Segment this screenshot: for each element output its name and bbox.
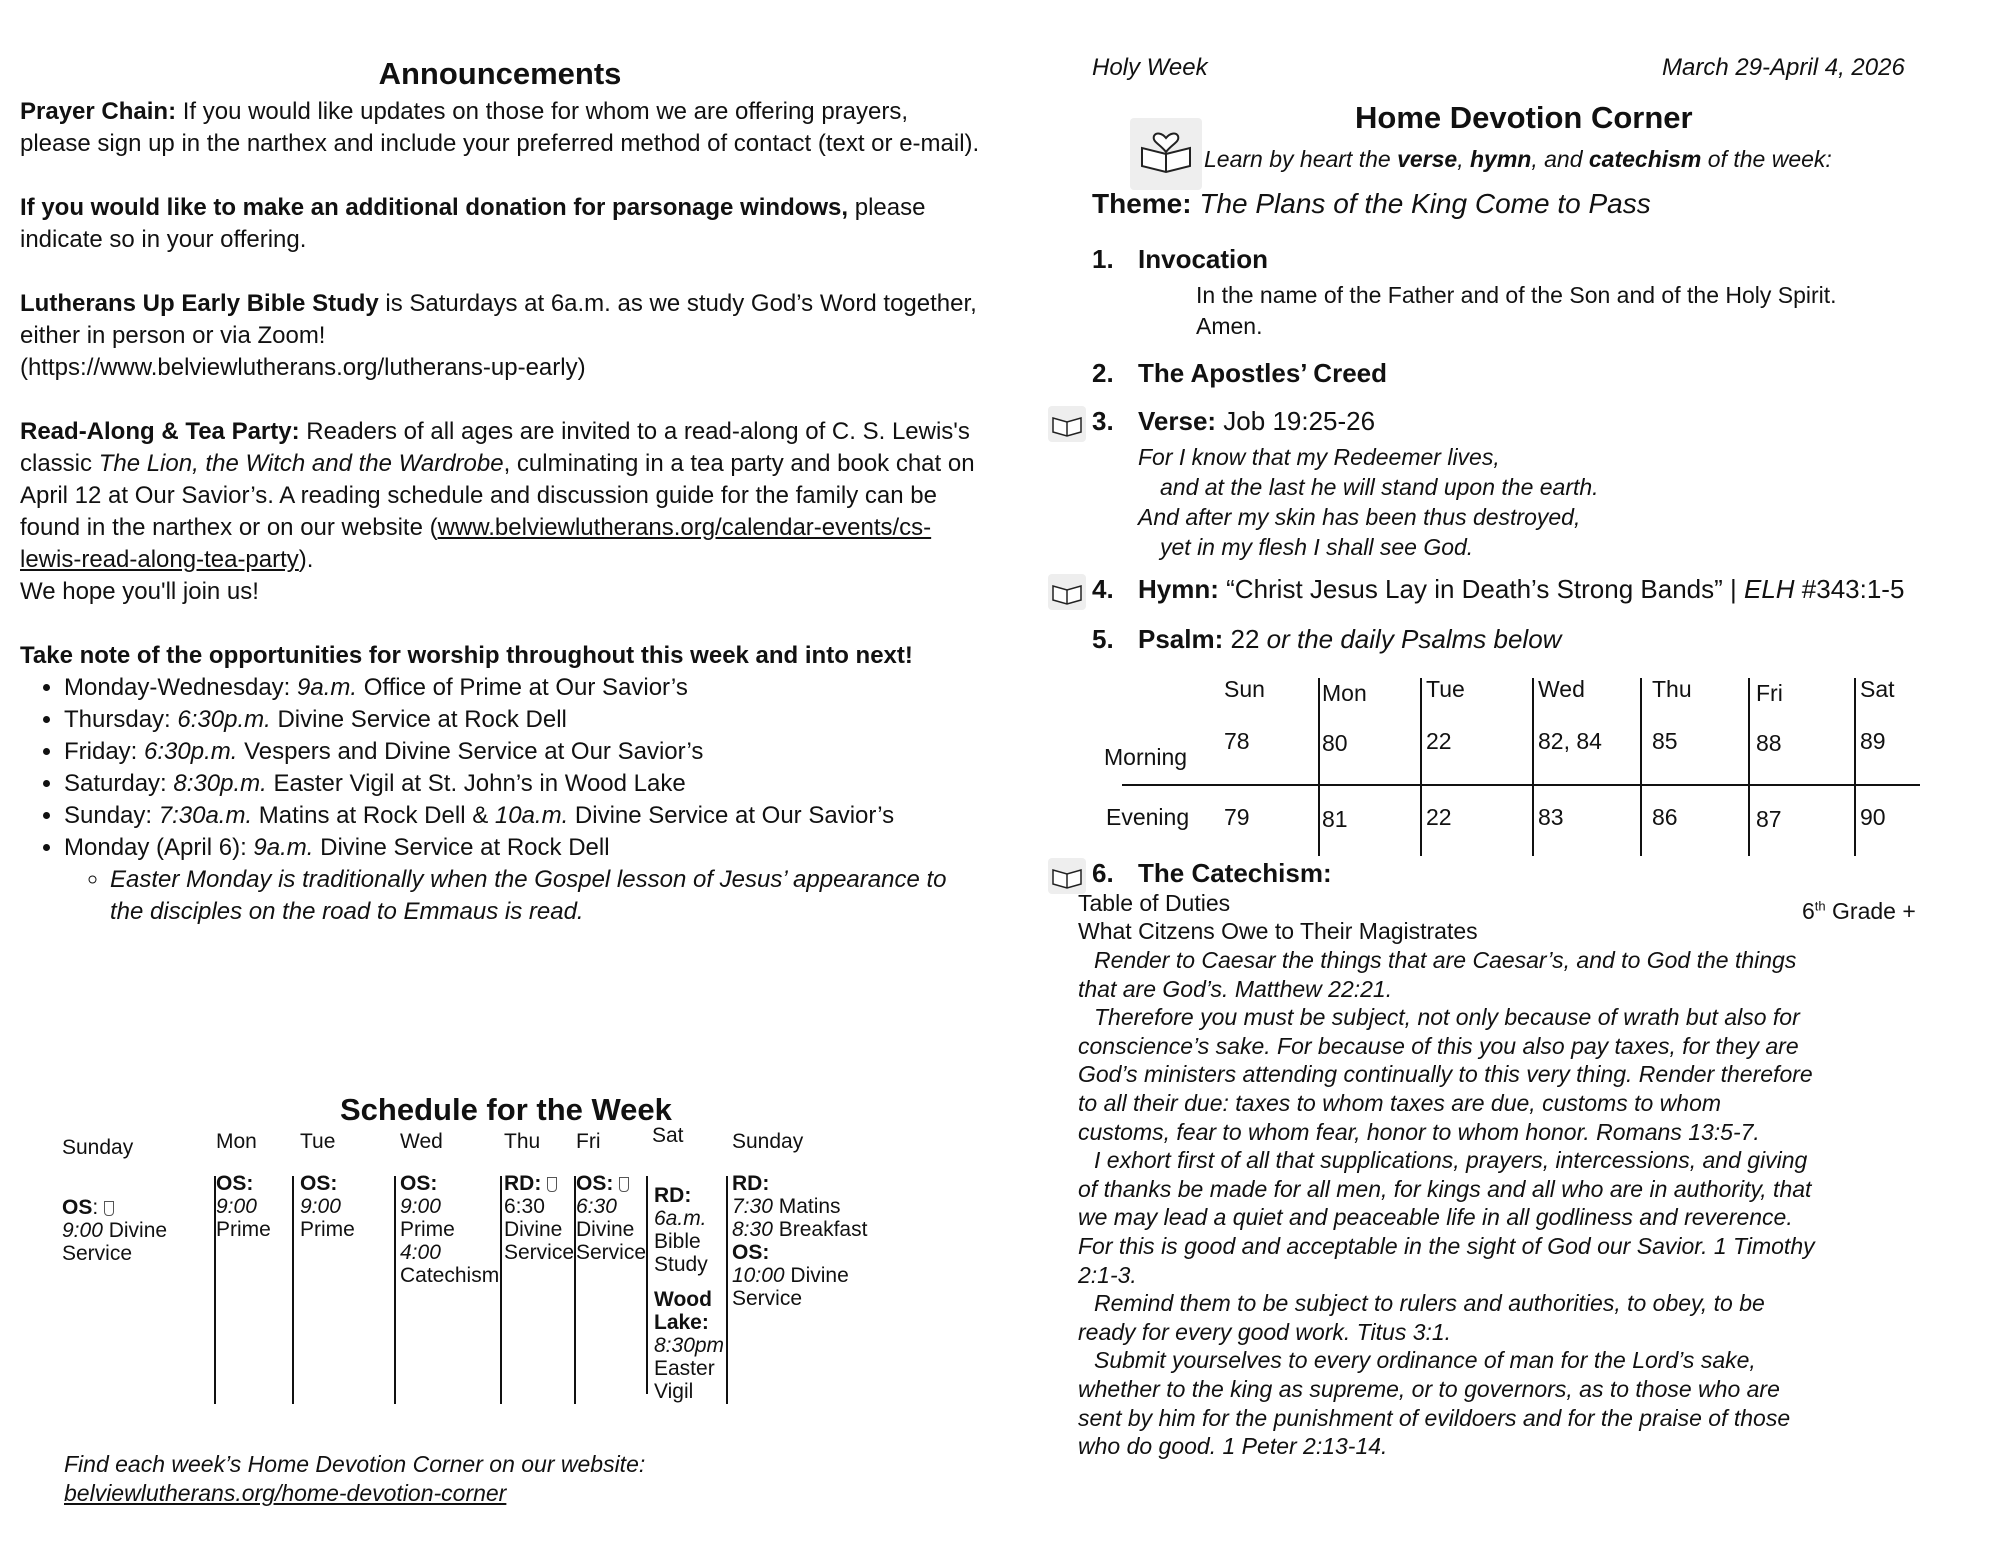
item-label: Psalm: xyxy=(1138,624,1224,654)
schedule-location: RD: xyxy=(654,1184,692,1207)
item-verse xyxy=(1092,406,1375,437)
announcements-title: Announcements xyxy=(378,56,622,91)
schedule-day: Sunday xyxy=(732,1130,804,1153)
psalm-day: Fri xyxy=(1756,680,1783,706)
item-text: “Christ Jesus Lay in Death’s Strong Bands” | xyxy=(1218,574,1744,604)
verse-line: For I know that my Redeemer lives, xyxy=(1138,444,1500,470)
bible-icon xyxy=(1048,574,1086,610)
donation-text: please indicate so in your offering. xyxy=(20,194,926,253)
readalong-link[interactable]: www.belviewlutherans.org/calendar-events/cs-lewis-read-along-tea-party xyxy=(20,514,932,573)
item-creed xyxy=(1092,358,1387,389)
schedule-divider xyxy=(646,1176,648,1394)
psalm-evening: 87 xyxy=(1756,806,1782,832)
grade-text: Grade + xyxy=(1825,898,1916,924)
invocation-text xyxy=(1196,280,1837,342)
schedule-divider xyxy=(394,1176,396,1404)
item-text: Job 19:25-26 xyxy=(1216,406,1376,436)
psalm-table-rule xyxy=(1122,784,1920,786)
worship-item-desc: Office of Prime at Our Savior’s xyxy=(357,674,688,701)
psalm-day: Wed xyxy=(1538,676,1585,702)
worship-item-day: Thursday: xyxy=(64,706,178,733)
psalm-day: Thu xyxy=(1652,676,1692,702)
worship-item-desc: Matins at Rock Dell & xyxy=(252,802,495,829)
item-label: Invocation xyxy=(1138,244,1269,274)
psalm-morning: 89 xyxy=(1860,728,1886,754)
schedule-day: Thu xyxy=(504,1130,541,1153)
schedule-event: Prime xyxy=(300,1218,355,1241)
worship-item-time: 9a.m. xyxy=(253,834,314,861)
schedule-time: 8:30 xyxy=(732,1218,773,1241)
worship-item xyxy=(64,704,980,736)
worship-item-desc2: Divine Service at Our Savior’s xyxy=(568,802,895,829)
schedule-time: 9:00 xyxy=(300,1195,341,1218)
schedule-divider xyxy=(500,1176,502,1404)
catechism-section: Table of Duties xyxy=(1078,890,1231,916)
psalm-table-divider xyxy=(1854,678,1856,856)
psalm-day: Tue xyxy=(1426,676,1465,702)
schedule-event: Prime xyxy=(400,1218,455,1241)
footer-link[interactable]: belviewlutherans.org/home-devotion-corner xyxy=(64,1480,507,1506)
item-hymn xyxy=(1092,574,1904,605)
bible-icon xyxy=(1048,406,1086,442)
readalong-book: The Lion, the Witch and the Wardrobe xyxy=(98,450,504,477)
worship-sub-list xyxy=(64,864,980,928)
item-italic: or the daily Psalms below xyxy=(1266,624,1562,654)
schedule-day: Tue xyxy=(300,1130,336,1153)
schedule-location: OS: xyxy=(732,1241,770,1264)
bible-study-text: is Saturdays at 6a.m. as we study God’s Word together, either in person or via Zoom! xyxy=(20,290,977,349)
worship-item xyxy=(64,736,980,768)
readalong-text3: ). xyxy=(298,546,314,573)
schedule-time: 9:00 xyxy=(216,1195,257,1218)
theme xyxy=(1092,188,1651,220)
schedule-event: Study xyxy=(654,1253,708,1276)
item-invocation xyxy=(1092,244,1268,275)
catechism-passage: Remind them to be subject to rulers and authorities, to obey, to be ready for every good work. Titus 3:1. xyxy=(1078,1290,1765,1345)
schedule-title: Schedule for the Week xyxy=(340,1092,672,1127)
worship-item-time: 7:30a.m. xyxy=(158,802,253,829)
catechism-passage: Submit yourselves to every ordinance of man for the Lord’s sake, whether to the king as supreme, or to governors, as to those who are sent by him for the punishment of evildoers and for the praise of those who do good. 1 Peter 2:13-14. xyxy=(1078,1347,1791,1460)
bible-icon xyxy=(1048,858,1086,894)
worship-item-time: 6:30p.m. xyxy=(144,738,238,765)
worship-item-desc: Easter Vigil at St. John’s in Wood Lake xyxy=(266,770,686,797)
psalm-evening: 81 xyxy=(1322,806,1348,832)
schedule-day: Wed xyxy=(400,1130,443,1153)
learn-sep: , xyxy=(1457,146,1470,172)
worship-item-desc: Vespers and Divine Service at Our Savior’s xyxy=(237,738,704,765)
schedule-location: RD: xyxy=(504,1172,542,1195)
item-label: The Apostles’ Creed xyxy=(1138,358,1387,388)
psalm-evening: 79 xyxy=(1224,804,1250,830)
catechism-passage: I exhort first of all that supplications, prayers, intercessions, and giving of thanks be made for all men, for kings and all who are in authority, that we may lead a quiet and peaceable life in all godliness and reverence. For this is good and acceptable in the sight of God our Savior. 1 Timothy 2:1-3. xyxy=(1078,1147,1815,1288)
psalm-evening: 22 xyxy=(1426,804,1452,830)
announcements-column xyxy=(20,56,980,928)
verse-line: and at the last he will stand upon the earth. xyxy=(1160,474,1599,500)
footer xyxy=(64,1450,645,1508)
schedule-cell-wed xyxy=(400,1172,499,1287)
psalm-table-divider xyxy=(1640,678,1642,856)
schedule-event: Bible xyxy=(654,1230,701,1253)
week-dates: March 29-April 4, 2026 xyxy=(1662,54,1905,81)
schedule-time: 10:00 xyxy=(732,1264,785,1287)
learn-instruction xyxy=(1204,146,1832,173)
learn-catechism: catechism xyxy=(1588,146,1702,172)
schedule-location: OS: xyxy=(400,1172,438,1195)
schedule-time: 6:30 xyxy=(576,1195,617,1218)
schedule-colon: : xyxy=(92,1196,99,1219)
worship-item xyxy=(64,768,980,800)
grade-number: 6 xyxy=(1802,898,1815,924)
schedule-time: 8:30pm xyxy=(654,1334,725,1357)
psalm-table-divider xyxy=(1532,678,1534,856)
worship-heading-text: Take note of the opportunities for worship throughout this week and into next! xyxy=(20,642,913,669)
schedule-event: Divine xyxy=(504,1218,563,1241)
worship-item-day: Friday: xyxy=(64,738,145,765)
readalong xyxy=(20,416,980,608)
psalm-morning: 82, 84 xyxy=(1538,728,1602,754)
schedule-time: 6:30 xyxy=(504,1195,545,1218)
footer-text: Find each week’s Home Devotion Corner on our website: xyxy=(64,1451,646,1477)
easter-monday-note: ◦ Easter Monday is traditionally when the Gospel lesson of Jesus’ appearance to the disciples on the road to Emmaus is read. xyxy=(110,864,980,928)
learn-hymn: hymn xyxy=(1469,146,1532,172)
psalm-evening: 83 xyxy=(1538,804,1564,830)
psalm-day: Sat xyxy=(1860,676,1895,702)
schedule-day: Sunday xyxy=(62,1136,134,1159)
schedule-cell-sunday xyxy=(62,1196,167,1265)
schedule-event: Service xyxy=(732,1287,803,1310)
schedule-time: 4:00 xyxy=(400,1241,441,1264)
schedule-location: OS: xyxy=(216,1172,254,1195)
bible-study-url[interactable]: (https://www.belviewlutherans.org/lutherans-up-early) xyxy=(20,354,586,381)
worship-item-desc: Divine Service at Rock Dell xyxy=(270,706,567,733)
catechism-passage: Render to Caesar the things that are Caesar’s, and to God the things that are God’s. Matthew 22:21. xyxy=(1078,947,1797,1002)
catechism-passages xyxy=(1078,946,1818,1461)
schedule-event: Divine xyxy=(784,1264,849,1287)
schedule-cell-fri xyxy=(576,1172,646,1264)
schedule-location: OS: xyxy=(576,1172,614,1195)
item-catechism xyxy=(1092,858,1332,889)
worship-item-time: 6:30p.m. xyxy=(177,706,271,733)
theme-text: The Plans of the King Come to Pass xyxy=(1191,188,1651,219)
readalong-label: Read-Along & Tea Party: xyxy=(20,418,300,445)
schedule-location: RD: xyxy=(732,1172,770,1195)
schedule-divider xyxy=(292,1176,294,1404)
learn-post: of the week: xyxy=(1701,146,1832,172)
psalm-evening: 86 xyxy=(1652,804,1678,830)
week-name: Holy Week xyxy=(1092,54,1208,81)
psalm-table-divider xyxy=(1318,678,1320,856)
schedule-event: Breakfast xyxy=(772,1218,868,1241)
verse-text xyxy=(1138,442,1599,562)
schedule-time: 9:00 xyxy=(400,1195,441,1218)
chalice-icon xyxy=(619,1177,629,1192)
schedule-event: Easter xyxy=(654,1357,715,1380)
schedule-day: Fri xyxy=(576,1130,601,1153)
item-number: 4. xyxy=(1092,574,1114,604)
schedule-event: Service xyxy=(504,1241,575,1264)
schedule-cell-sunday2 xyxy=(732,1172,867,1310)
schedule-location: Lake: xyxy=(654,1311,709,1334)
schedule-day: Mon xyxy=(216,1130,257,1153)
item-label: Verse: xyxy=(1138,406,1217,436)
psalm-row-label: Morning xyxy=(1104,744,1188,770)
readalong-text2: , culminating in a tea party and book chat on April 12 at Our Savior’s. A reading schedule and discussion guide for the family can be found in the narthex or on our website ( xyxy=(20,450,975,541)
learn-sep: , and xyxy=(1531,146,1589,172)
worship-item-desc: Divine Service at Rock Dell xyxy=(313,834,610,861)
worship-heading xyxy=(20,640,980,672)
devotion-title: Home Devotion Corner xyxy=(1355,100,1693,135)
item-italic: ELH xyxy=(1743,574,1795,604)
donation-note xyxy=(20,192,980,256)
schedule-event: Service xyxy=(576,1241,647,1264)
worship-item-time: 9a.m. xyxy=(297,674,358,701)
psalm-morning: 22 xyxy=(1426,728,1452,754)
verse-line: yet in my flesh I shall see God. xyxy=(1160,534,1474,560)
schedule-event: Service xyxy=(62,1242,133,1265)
item-label: Hymn: xyxy=(1138,574,1219,604)
prayer-chain-text: If you would like updates on those for whom we are offering prayers, please sign up in the narthex and include your preferred method of contact (text or e-mail). xyxy=(20,98,980,157)
schedule-event: Matins xyxy=(772,1195,841,1218)
schedule-location: Wood xyxy=(654,1288,712,1311)
prayer-chain xyxy=(20,96,980,160)
prayer-chain-label: Prayer Chain: xyxy=(20,98,177,125)
item-number: 5. xyxy=(1092,624,1114,654)
worship-item-time2: 10a.m. xyxy=(494,802,569,829)
item-psalm xyxy=(1092,624,1561,655)
donation-label: If you would like to make an additional donation for parsonage windows, xyxy=(20,194,849,221)
worship-item-day: Saturday: xyxy=(64,770,174,797)
worship-item-day: Monday (April 6): xyxy=(64,834,254,861)
psalm-day: Mon xyxy=(1322,680,1367,706)
bible-study-label: Lutherans Up Early Bible Study xyxy=(20,290,379,317)
readalong-text1: Readers of all ages are invited to a read-along of C. S. Lewis's classic xyxy=(20,418,970,477)
schedule-event: Prime xyxy=(216,1218,271,1241)
schedule-event: Divine xyxy=(102,1219,168,1242)
theme-label: Theme: xyxy=(1092,188,1192,219)
invocation-line: Amen. xyxy=(1196,313,1263,339)
schedule-location: OS xyxy=(62,1196,93,1219)
readalong-closing: We hope you'll join us! xyxy=(20,578,259,605)
psalm-row-label: Evening xyxy=(1106,804,1190,830)
schedule-divider xyxy=(726,1176,728,1404)
learn-pre: Learn by heart the xyxy=(1204,146,1398,172)
schedule-event: Divine xyxy=(576,1218,635,1241)
schedule-day: Sat xyxy=(652,1124,684,1147)
psalm-table-divider xyxy=(1420,678,1422,856)
psalm-day: Sun xyxy=(1224,676,1265,702)
worship-item-time: 8:30p.m. xyxy=(173,770,267,797)
psalm-morning: 80 xyxy=(1322,730,1348,756)
schedule-cell-sat xyxy=(654,1184,724,1403)
psalm-table-divider xyxy=(1748,678,1750,856)
schedule-time: 7:30 xyxy=(732,1195,773,1218)
verse-line: And after my skin has been thus destroyed, xyxy=(1138,504,1581,530)
invocation-line: In the name of the Father and of the Son and of the Holy Spirit. xyxy=(1196,282,1837,308)
item-label: The Catechism: xyxy=(1138,858,1332,888)
schedule-cell-thu xyxy=(504,1172,574,1264)
schedule-event: Vigil xyxy=(654,1380,694,1403)
grade-level xyxy=(1802,898,1916,925)
psalm-evening: 90 xyxy=(1860,804,1886,830)
schedule-time: 6a.m. xyxy=(654,1207,707,1230)
chalice-icon xyxy=(547,1177,557,1192)
item-text: 22 xyxy=(1223,624,1267,654)
psalm-morning: 85 xyxy=(1652,728,1678,754)
grade-suffix: th xyxy=(1814,898,1826,914)
schedule-time: 9:00 xyxy=(62,1219,103,1242)
schedule-location: OS: xyxy=(300,1172,338,1195)
catechism-passage: Therefore you must be subject, not only because of wrath but also for conscience’s sake. For because of this you also pay taxes, for they are God’s ministers attending continually to this very thing. Render therefore to all their due: taxes to whom taxes are due, customs to whom customs, fear to whom fear, honor to whom honor. Romans 13:5-7. xyxy=(1078,1004,1813,1145)
item-text2: #343:1-5 xyxy=(1794,574,1905,604)
catechism-subtitle: What Citzens Owe to Their Magistrates xyxy=(1078,918,1478,944)
schedule-cell-mon xyxy=(216,1172,271,1241)
item-number: 6. xyxy=(1092,858,1114,888)
psalm-morning: 88 xyxy=(1756,730,1782,756)
psalm-morning: 78 xyxy=(1224,728,1250,754)
schedule-event: Catechism xyxy=(400,1264,500,1287)
learn-verse: verse xyxy=(1397,146,1458,172)
worship-item-day: Monday-Wednesday: xyxy=(64,674,298,701)
worship-item-day: Sunday: xyxy=(64,802,159,829)
schedule-cell-tue xyxy=(300,1172,355,1241)
worship-item xyxy=(64,672,980,704)
item-number: 2. xyxy=(1092,358,1114,388)
bible-heart-icon xyxy=(1130,118,1202,190)
chalice-icon xyxy=(104,1201,114,1216)
worship-item xyxy=(64,832,980,928)
bible-study xyxy=(20,288,980,384)
item-number: 1. xyxy=(1092,244,1114,274)
worship-list xyxy=(20,672,980,928)
worship-item xyxy=(64,800,980,832)
item-number: 3. xyxy=(1092,406,1114,436)
